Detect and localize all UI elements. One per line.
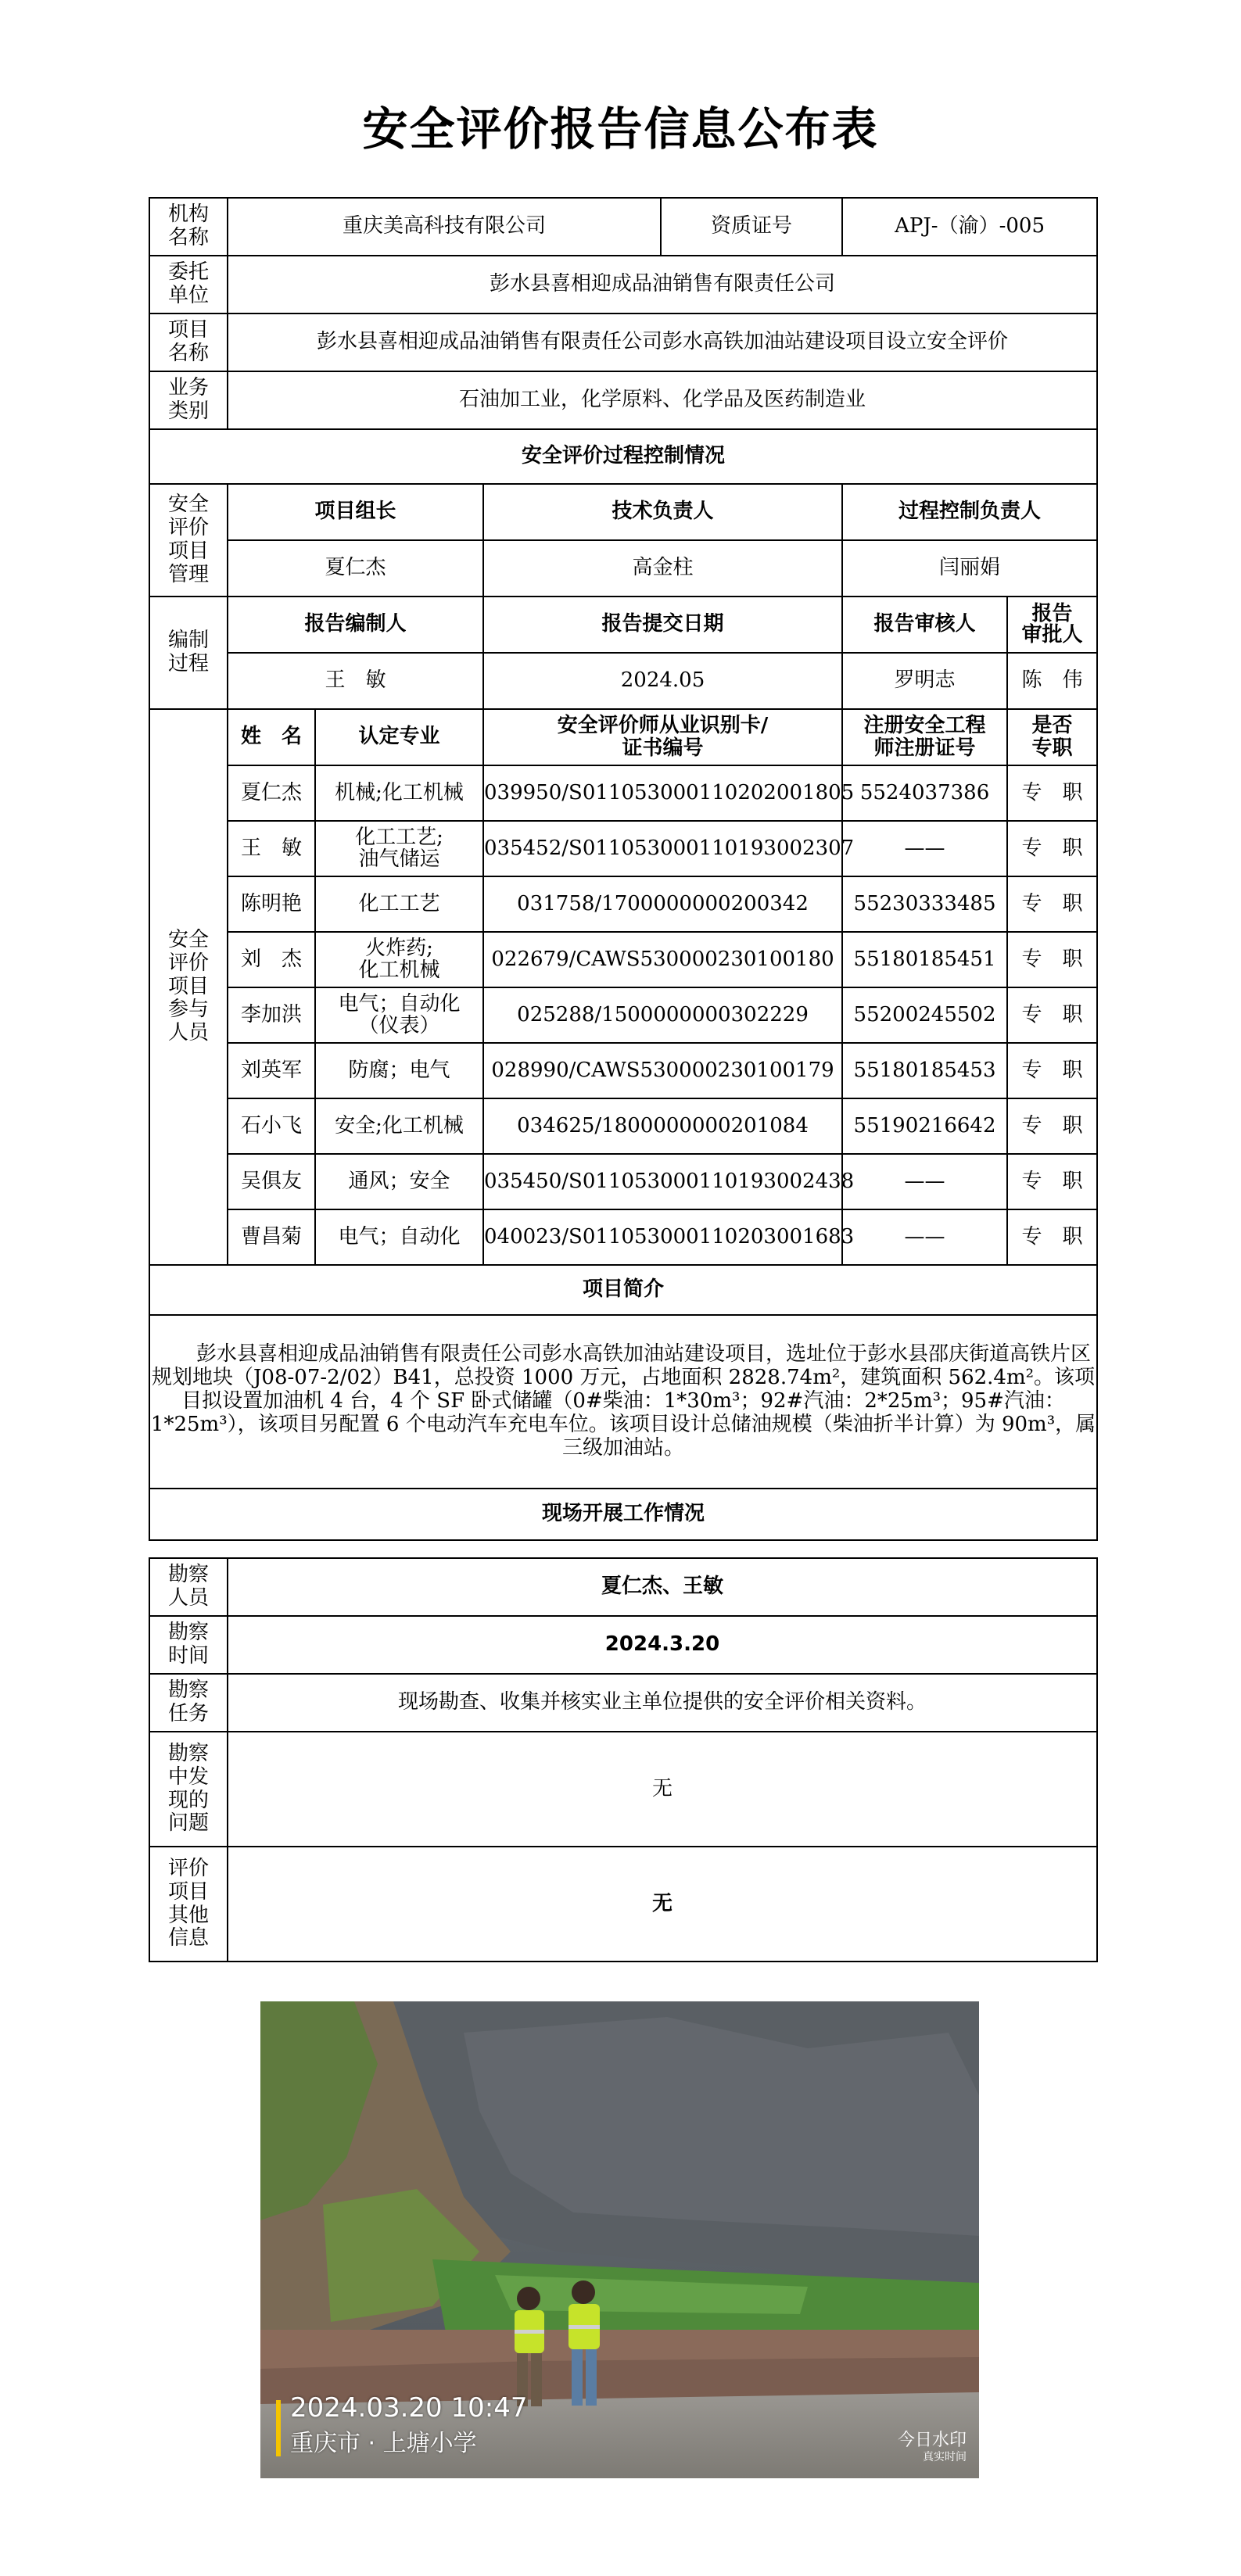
table-row [149, 932, 1097, 987]
mgmt-value-control: 闫丽娟 [842, 540, 1097, 597]
staff-reg: 55190216642 [842, 1098, 1007, 1154]
staff-fulltime: 专 职 [1007, 987, 1097, 1043]
table-row [149, 1209, 1097, 1265]
field-staff-value: 夏仁杰、王敏 [228, 1558, 1097, 1616]
field-table [149, 1557, 1098, 1962]
staff-header-name: 姓 名 [228, 709, 315, 765]
table-row [149, 765, 1097, 821]
staff-card: 031758/1700000000200342 [483, 876, 842, 932]
staff-card: 022679/CAWS530000230100180 [483, 932, 842, 987]
business-label: 业务 类别 [149, 371, 228, 429]
staff-header-fulltime: 是否 专职 [1007, 709, 1097, 765]
field-other-value: 无 [228, 1847, 1097, 1962]
staff-card: 028990/CAWS530000230100179 [483, 1043, 842, 1098]
client-label: 委托 单位 [149, 256, 228, 313]
photo-location: 重庆市 · 上塘小学 [290, 2430, 477, 2457]
mgmt-header-leader: 项目组长 [228, 484, 483, 540]
table-row [149, 821, 1097, 876]
compile-value-reviewer: 罗明志 [842, 653, 1007, 709]
staff-reg: 5524037386 [842, 765, 1007, 821]
staff-name: 陈明艳 [228, 876, 315, 932]
staff-reg: —— [842, 1154, 1007, 1209]
staff-header-major: 认定专业 [315, 709, 483, 765]
cert-label: 资质证号 [661, 198, 842, 256]
mgmt-header-tech: 技术负责人 [483, 484, 842, 540]
staff-major: 通风；安全 [315, 1154, 483, 1209]
site-photo [260, 2001, 979, 2478]
staff-card: 025288/1500000000302229 [483, 987, 842, 1043]
watermark-subtext: 真实时间 [923, 2451, 967, 2464]
staff-name: 王 敏 [228, 821, 315, 876]
mgmt-header-control: 过程控制负责人 [842, 484, 1097, 540]
staff-fulltime: 专 职 [1007, 932, 1097, 987]
staff-name: 李加洪 [228, 987, 315, 1043]
staff-name: 曹昌菊 [228, 1209, 315, 1265]
photo-datetime: 2024.03.20 10:47 [290, 2392, 528, 2424]
staff-fulltime: 专 职 [1007, 765, 1097, 821]
staff-header-card: 安全评价师从业识别卡/ 证书编号 [483, 709, 842, 765]
process-section-title: 安全评价过程控制情况 [149, 429, 1097, 484]
field-other-label: 评价 项目 其他 信息 [149, 1847, 228, 1962]
staff-major: 防腐；电气 [315, 1043, 483, 1098]
field-time-value: 2024.3.20 [228, 1616, 1097, 1674]
staff-name: 刘 杰 [228, 932, 315, 987]
compile-value-approver: 陈 伟 [1007, 653, 1097, 709]
table-row [149, 1098, 1097, 1154]
compile-value-date: 2024.05 [483, 653, 842, 709]
staff-card: 034625/1800000000201084 [483, 1098, 842, 1154]
staff-major: 化工工艺; 油气储运 [315, 821, 483, 876]
staff-major: 火炸药; 化工机械 [315, 932, 483, 987]
info-table [149, 197, 1098, 1541]
mgmt-value-leader: 夏仁杰 [228, 540, 483, 597]
staff-reg: 55200245502 [842, 987, 1007, 1043]
staff-header-reg: 注册安全工程 师注册证号 [842, 709, 1007, 765]
field-section-title: 现场开展工作情况 [149, 1489, 1097, 1540]
staff-major: 安全;化工机械 [315, 1098, 483, 1154]
mgmt-value-tech: 高金柱 [483, 540, 842, 597]
staff-major: 电气；自动化 （仪表） [315, 987, 483, 1043]
table-row [149, 1043, 1097, 1098]
mgmt-label: 安全 评价 项目 管理 [149, 484, 228, 597]
field-task-value: 现场勘查、收集并核实业主单位提供的安全评价相关资料。 [228, 1674, 1097, 1732]
staff-reg: —— [842, 1209, 1007, 1265]
intro-text: 彭水县喜相迎成品油销售有限责任公司彭水高铁加油站建设项目，选址位于彭水县邵庆街道高铁片区规划地块（J08-07-2/02）B41，总投资 1000 万元，占地面积 2828.74m²，建筑面积 562.4m²。该项目拟设置加油机 4 台，4 个 SF 卧式储罐（0#柴油：1*30m³；92#汽油：2*25m³；95#汽油：1*25m³），该项目另配置 6 个电动汽车充电车位。该项目设计总储油规模（柴油折半计算）为 90m³，属三级加油站。 [149, 1315, 1097, 1489]
cert-value: APJ-（渝）-005 [842, 198, 1097, 256]
field-issue-value: 无 [228, 1732, 1097, 1847]
compile-header-approver: 报告 审批人 [1007, 597, 1097, 653]
table-row [149, 876, 1097, 932]
staff-major: 化工工艺 [315, 876, 483, 932]
project-label: 项目 名称 [149, 313, 228, 371]
staff-reg: —— [842, 821, 1007, 876]
staff-name: 吴俱友 [228, 1154, 315, 1209]
staff-fulltime: 专 职 [1007, 821, 1097, 876]
staff-reg: 55180185451 [842, 932, 1007, 987]
staff-fulltime: 专 职 [1007, 1154, 1097, 1209]
intro-section-title: 项目简介 [149, 1265, 1097, 1315]
field-staff-label: 勘察 人员 [149, 1558, 228, 1616]
staff-major: 机械;化工机械 [315, 765, 483, 821]
table-row [149, 1154, 1097, 1209]
field-task-label: 勘察 任务 [149, 1674, 228, 1732]
staff-card: 035452/S011053000110193002307 [483, 821, 842, 876]
staff-fulltime: 专 职 [1007, 1043, 1097, 1098]
compile-header-reviewer: 报告审核人 [842, 597, 1007, 653]
client-value: 彭水县喜相迎成品油销售有限责任公司 [228, 256, 1097, 313]
staff-card: 035450/S011053000110193002438 [483, 1154, 842, 1209]
watermark-logo [898, 2431, 967, 2464]
project-value: 彭水县喜相迎成品油销售有限责任公司彭水高铁加油站建设项目设立安全评价 [228, 313, 1097, 371]
staff-major: 电气；自动化 [315, 1209, 483, 1265]
staff-fulltime: 专 职 [1007, 1209, 1097, 1265]
compile-value-author: 王 敏 [228, 653, 483, 709]
page-title: 安全评价报告信息公布表 [362, 102, 879, 156]
staff-fulltime: 专 职 [1007, 876, 1097, 932]
watermark-text: 今日水印 [897, 2430, 967, 2450]
field-time-label: 勘察 时间 [149, 1616, 228, 1674]
field-issue-label: 勘察 中发 现的 问题 [149, 1732, 228, 1847]
compile-header-author: 报告编制人 [228, 597, 483, 653]
staff-reg: 55180185453 [842, 1043, 1007, 1098]
staff-label: 安全 评价 项目 参与 人员 [149, 709, 228, 1265]
org-value: 重庆美高科技有限公司 [228, 198, 661, 256]
staff-card: 039950/S011053000110202001805 [483, 765, 842, 821]
staff-card: 040023/S011053000110203001683 [483, 1209, 842, 1265]
compile-label: 编制 过程 [149, 597, 228, 709]
org-label: 机构 名称 [149, 198, 228, 256]
staff-reg: 55230333485 [842, 876, 1007, 932]
staff-name: 夏仁杰 [228, 765, 315, 821]
staff-name: 石小飞 [228, 1098, 315, 1154]
business-value: 石油加工业，化学原料、化学品及医药制造业 [228, 371, 1097, 429]
staff-name: 刘英军 [228, 1043, 315, 1098]
compile-header-date: 报告提交日期 [483, 597, 842, 653]
table-row [149, 987, 1097, 1043]
staff-fulltime: 专 职 [1007, 1098, 1097, 1154]
watermark-bar [276, 2400, 281, 2456]
